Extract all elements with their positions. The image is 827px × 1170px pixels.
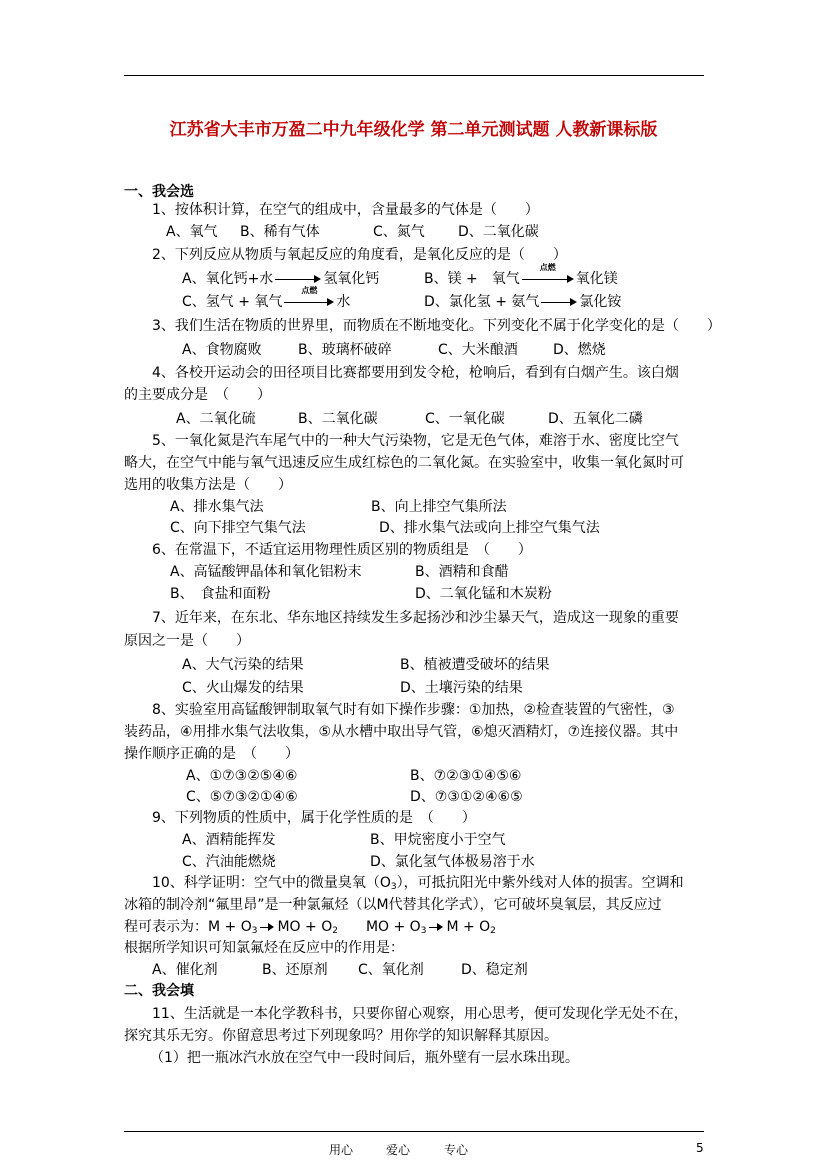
- q9-option-d: D、氯化氢气体极易溶于水: [370, 854, 535, 870]
- q6-option-b: B、酒精和食醋: [415, 564, 509, 580]
- q1-option-c: C、氮气: [373, 224, 425, 240]
- question-3-stem: 3、我们生活在物质的世界里，而物质在不断地变化。下列变化不属于化学变化的是（ ）: [152, 318, 721, 334]
- q10-option-a: A、催化剂: [152, 962, 218, 978]
- question-8-stem-cont: 操作顺序正确的是 （ ）: [124, 746, 299, 762]
- question-5-stem: 5、一氧化氮是汽车尾气中的一种大气污染物，它是无色气体，难溶于水、密度比空气: [152, 433, 679, 449]
- footer-rule: [124, 1131, 704, 1132]
- reaction-arrow-icon: [429, 922, 443, 932]
- q6-option-c: B、 食盐和面粉: [170, 586, 271, 602]
- question-5-stem-cont: 选用的收集方法是（ ）: [124, 477, 292, 493]
- q3-option-a: A、食物腐败: [182, 342, 262, 358]
- q8-option-b: B、⑦②③①④⑤⑥: [410, 768, 522, 784]
- question-10-stem: 10、科学证明：空气中的微量臭氧$(O_3)$，可抵抗阳光中紫外线对人体的损害。空调和: [152, 875, 684, 892]
- question-5-stem-cont: 略大，在空气中能与氧气迅速反应生成红棕色的二氧化氮。在实验室中，收集一氧化氮时可: [124, 455, 684, 471]
- q10-option-d: D、稳定剂: [461, 962, 528, 978]
- q5-option-a: A、排水集气法: [170, 499, 264, 515]
- reaction-arrow-icon: [260, 922, 274, 932]
- q2-option-c: [182, 286, 351, 311]
- question-8-stem: 8、实验室用高锰酸钾制取氧气时有如下操作步骤：①加热，②检查装置的气密性，③: [152, 702, 675, 718]
- q2-d-product: 氯化铵: [579, 294, 622, 310]
- q4-option-b: B、二氧化碳: [298, 411, 378, 427]
- q1-option-a: A、氧气: [166, 224, 218, 240]
- q9-option-c: C、汽油能燃烧: [182, 854, 276, 870]
- q8-option-c: C、⑤⑦③②①④⑥: [186, 789, 298, 805]
- q1-option-b: B、稀有气体: [240, 224, 320, 240]
- q3-option-b: B、玻璃杯破碎: [298, 342, 392, 358]
- question-8-stem-cont: 装药品，④用排水集气法收集，⑤从水槽中取出导气管，⑥熄灭酒精灯，⑦连接仪器。其中: [124, 724, 679, 740]
- q8-option-d: D、⑦③①②④⑥⑤: [410, 789, 523, 805]
- q10-option-c: C、氧化剂: [358, 962, 424, 978]
- q5-option-d: D、排水集气法或向上排空气集气法: [379, 520, 600, 536]
- footer-text: 爱心: [386, 1143, 411, 1157]
- q1-option-d: D、二氧化碳: [458, 224, 539, 240]
- question-1-stem: 1、按体积计算，在空气的组成中，含量最多的气体是（ ）: [152, 202, 539, 218]
- q5-option-c: C、向下排空气集气法: [170, 520, 306, 536]
- question-9-stem: 9、下列物质的性质中，属于化学性质的是 （ ）: [152, 810, 476, 826]
- q3-option-d: D、燃烧: [553, 342, 606, 358]
- question-4-stem: 4、各校开运动会的田径项目比赛都要用到发令枪，枪响后，看到有白烟产生。该白烟: [152, 365, 679, 381]
- header-rule: [124, 75, 704, 76]
- question-11-part-1: （1）把一瓶冰汽水放在空气中一段时间后，瓶外壁有一层水珠出现。: [150, 1050, 579, 1066]
- q2-a-product: 氢氧化钙: [323, 271, 380, 287]
- question-10-prompt: 根据所学知识可知氯氟烃在反应中的作用是：: [124, 940, 404, 956]
- q8-option-a: A、①⑦③②⑤④⑥: [186, 768, 298, 784]
- q3-option-c: C、大米酿酒: [438, 342, 518, 358]
- page-number: 5: [696, 1141, 704, 1155]
- question-11-stem: 11、生活就是一本化学教科书，只要你留心观察，用心思考，便可发现化学无处不在，: [152, 1006, 688, 1022]
- question-7-stem-cont: 原因之一是（ ）: [124, 633, 250, 649]
- q2-c-reactants: C、氢气 + 氧气: [182, 294, 283, 310]
- q10-option-b: B、还原剂: [262, 962, 328, 978]
- page-title: 江苏省大丰市万盈二中九年级化学 第二单元测试题 人教新课标版: [169, 120, 658, 140]
- question-7-stem: 7、近年来，在东北、华东地区持续发生多起扬沙和沙尘暴天气，造成这一现象的重要: [152, 610, 679, 626]
- q7-option-d: D、土壤污染的结果: [400, 680, 523, 696]
- q2-option-d: [424, 293, 621, 311]
- q7-option-a: A、大气污染的结果: [182, 657, 304, 673]
- q2-d-reactants: D、氯化氢 + 氨气: [424, 294, 540, 310]
- q6-option-d: D、二氧化锰和木炭粉: [415, 586, 552, 602]
- q5-option-b: B、向上排空气集所法: [371, 499, 507, 515]
- question-6-stem: 6、在常温下，不适宜运用物理性质区别的物质组是 （ ）: [152, 542, 532, 558]
- reaction-arrow-icon: [275, 273, 321, 285]
- q4-option-d: D、五氧化二磷: [548, 411, 643, 427]
- question-4-stem-cont: 的主要成分是 （ ）: [124, 387, 271, 403]
- q2-c-product: 水: [336, 294, 351, 310]
- q2-b-product: 氧化镁: [575, 271, 618, 287]
- reaction-arrow-icon: [522, 263, 574, 285]
- q7-option-c: C、火山爆发的结果: [182, 680, 304, 696]
- q9-option-b: B、甲烷密度小于空气: [370, 832, 506, 848]
- q2-option-a: [182, 270, 379, 288]
- q2-option-b: [424, 263, 618, 288]
- question-11-stem-cont: 探究其乐无穷。你留意思考过下列现象吗？用你学的知识解释其原因。: [124, 1028, 558, 1044]
- reaction-condition: 点燃: [301, 286, 318, 295]
- reaction-arrow-icon: [284, 286, 334, 308]
- q6-option-a: A、高锰酸钾晶体和氧化铝粉末: [170, 564, 362, 580]
- reaction-condition: 点燃: [539, 263, 556, 272]
- reaction-arrow-icon: [541, 296, 577, 308]
- question-10-stem-cont: 冰箱的制冷剂“氟里昂”是一种氯氟烃（以M代替其化学式），它可破坏臭氧层，其反应过: [124, 897, 662, 913]
- section-heading: 二、我会填: [124, 983, 194, 999]
- q2-a-reactants: A、氧化钙+水: [182, 271, 274, 287]
- section-heading: 一、我会选: [124, 184, 194, 200]
- q9-option-a: A、酒精能挥发: [182, 832, 276, 848]
- footer-text: 用心: [329, 1143, 354, 1157]
- q4-option-a: A、二氧化硫: [176, 411, 256, 427]
- q7-option-b: B、植被遭受破坏的结果: [400, 657, 550, 673]
- question-10-equation: 程可表示为：$M + O_3$ MO + $O_2$ MO + $O_3$ $M + O_2$: [124, 919, 496, 936]
- footer-text: 专心: [444, 1143, 469, 1157]
- q4-option-c: C、一氧化碳: [425, 411, 505, 427]
- q2-b-reactants: B、镁 + 氧气: [424, 271, 520, 287]
- question-2-stem: 2、下列反应从物质与氧起反应的角度看，是氧化反应的是（ ）: [152, 247, 567, 263]
